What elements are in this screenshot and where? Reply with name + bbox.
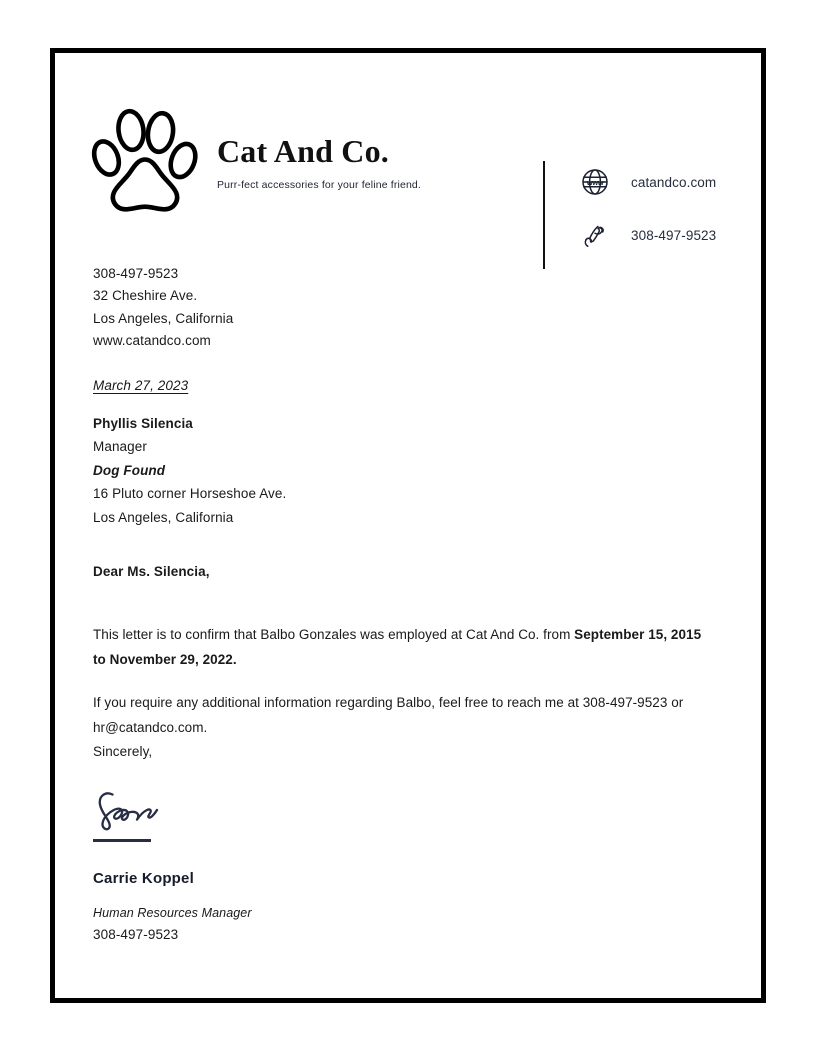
letter-paragraph-2: If you require any additional information regarding Balbo, feel free to reach me at 308-497-9523 or hr@catandco.com. <box>93 694 684 735</box>
recipient-company: Dog Found <box>93 462 166 478</box>
recipient-city-state: Los Angeles, California <box>93 509 234 525</box>
signer-title: Human Resources Manager <box>93 906 252 920</box>
recipient-job-title: Manager <box>93 439 147 455</box>
page-border-frame <box>50 48 766 1003</box>
contact-row-phone[interactable] <box>578 218 716 252</box>
paragraph-1-lead: This letter is to confirm that Balbo Gonzales was employed at Cat And Co. from <box>93 626 575 642</box>
letter-date: March 27, 2023 <box>93 378 189 393</box>
recipient-address-block <box>93 412 286 529</box>
contact-website-text: catandco.com <box>631 174 717 190</box>
sender-website: www.catandco.com <box>93 332 211 348</box>
letter-paragraph-1 <box>93 622 713 672</box>
contact-phone-text: 308-497-9523 <box>631 227 717 243</box>
contact-row-website[interactable] <box>578 165 716 199</box>
paw-print-icon <box>91 103 199 219</box>
letterhead-header <box>91 103 725 243</box>
brand-text-group <box>217 129 421 193</box>
signature-area <box>93 788 171 842</box>
sender-street: 32 Cheshire Ave. <box>93 288 198 304</box>
letter-closing: Sincerely, <box>93 744 153 759</box>
phone-handset-icon <box>578 218 612 252</box>
signer-phone: 308-497-9523 <box>93 927 179 942</box>
company-tagline: Purr-fect accessories for your feline friend. <box>217 179 421 192</box>
svg-text:www: www <box>586 178 604 187</box>
letter-salutation: Dear Ms. Silencia, <box>93 564 210 579</box>
sender-phone: 308-497-9523 <box>93 266 179 281</box>
signer-name: Carrie Koppel <box>93 870 194 887</box>
brand-lockup <box>91 103 421 219</box>
signature-underline <box>93 839 151 842</box>
employment-dates: September 15, 2015 to November 29, 2022. <box>93 626 702 667</box>
handwritten-signature-icon <box>93 788 171 838</box>
sender-address-block <box>93 263 233 352</box>
sender-city-state: Los Angeles, California <box>93 310 234 326</box>
globe-www-icon <box>578 165 612 199</box>
header-divider <box>543 161 545 269</box>
company-name: Cat And Co. <box>217 132 390 169</box>
header-contact-block <box>578 165 716 252</box>
recipient-name: Phyllis Silencia <box>93 416 193 431</box>
recipient-street: 16 Pluto corner Horseshoe Ave. <box>93 486 287 502</box>
